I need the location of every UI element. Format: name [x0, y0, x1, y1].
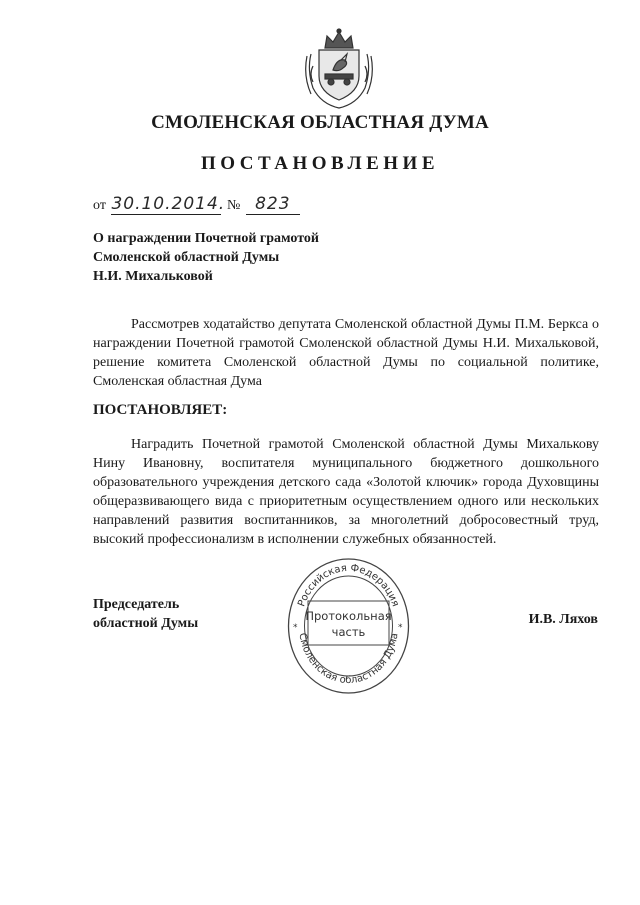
resolution-paragraph: Наградить Почетной грамотой Смоленской областной Думы Михалькову Нину Ивановну, воспитателя муниципального бюджетного дошкольного образовательного учреждения детского сада «Золотой ключик» города Духовщины общеразвивающего вида с приоритетным осуществлением одного или нескольких направлений развития воспитанников, за многолетний добросовестный труд, высокий профессионализм в исполнении служебных обязанностей.: [93, 437, 599, 547]
stamp-ring-top-text: Российская Федерация: [296, 562, 401, 609]
number-label: №: [226, 198, 241, 213]
svg-text:*: *: [293, 623, 298, 633]
subject-line: Н.И. Михальковой: [93, 269, 213, 284]
stamp-ring-bottom-text: Смоленская областная Дума: [296, 632, 401, 687]
signatory-title-line: Председатель: [93, 597, 180, 612]
coat-of-arms-emblem: [303, 26, 375, 110]
signatory-title-line: областной Думы: [93, 616, 199, 631]
resolve-label: ПОСТАНОВЛЯЕТ:: [93, 402, 228, 418]
official-stamp: [287, 557, 410, 695]
document-subject: [93, 229, 319, 286]
signatory-name: И.В. Ляхов: [528, 612, 598, 627]
document-date: 30.10.2014.: [111, 194, 226, 214]
svg-text:*: *: [398, 623, 403, 633]
smolensk-coat-of-arms-icon: [303, 26, 375, 110]
signatory-title: [93, 595, 198, 633]
subject-line: Смоленской областной Думы: [93, 250, 280, 265]
document-type: ПОСТАНОВЛЕНИЕ: [200, 153, 440, 174]
date-number-line: [93, 194, 300, 215]
subject-line: О награждении Почетной грамотой: [93, 231, 319, 246]
document-number: 823: [246, 194, 300, 215]
organization-title: СМОЛЕНСКАЯ ОБЛАСТНАЯ ДУМА: [151, 112, 489, 133]
from-label: от: [93, 198, 106, 213]
stamp-center-line: Протокольная: [305, 609, 392, 623]
preamble-paragraph: Рассмотрев ходатайство депутата Смоленской областной Думы П.М. Беркса о награждении Почетной грамотой Смоленской областной Думы Н.И. Михальковой, решение комитета Смоленской областной Думы по социальной политике, Смоленская областная Дума: [93, 317, 599, 389]
stamp-seal: [287, 557, 410, 695]
stamp-center-line: часть: [331, 625, 366, 639]
